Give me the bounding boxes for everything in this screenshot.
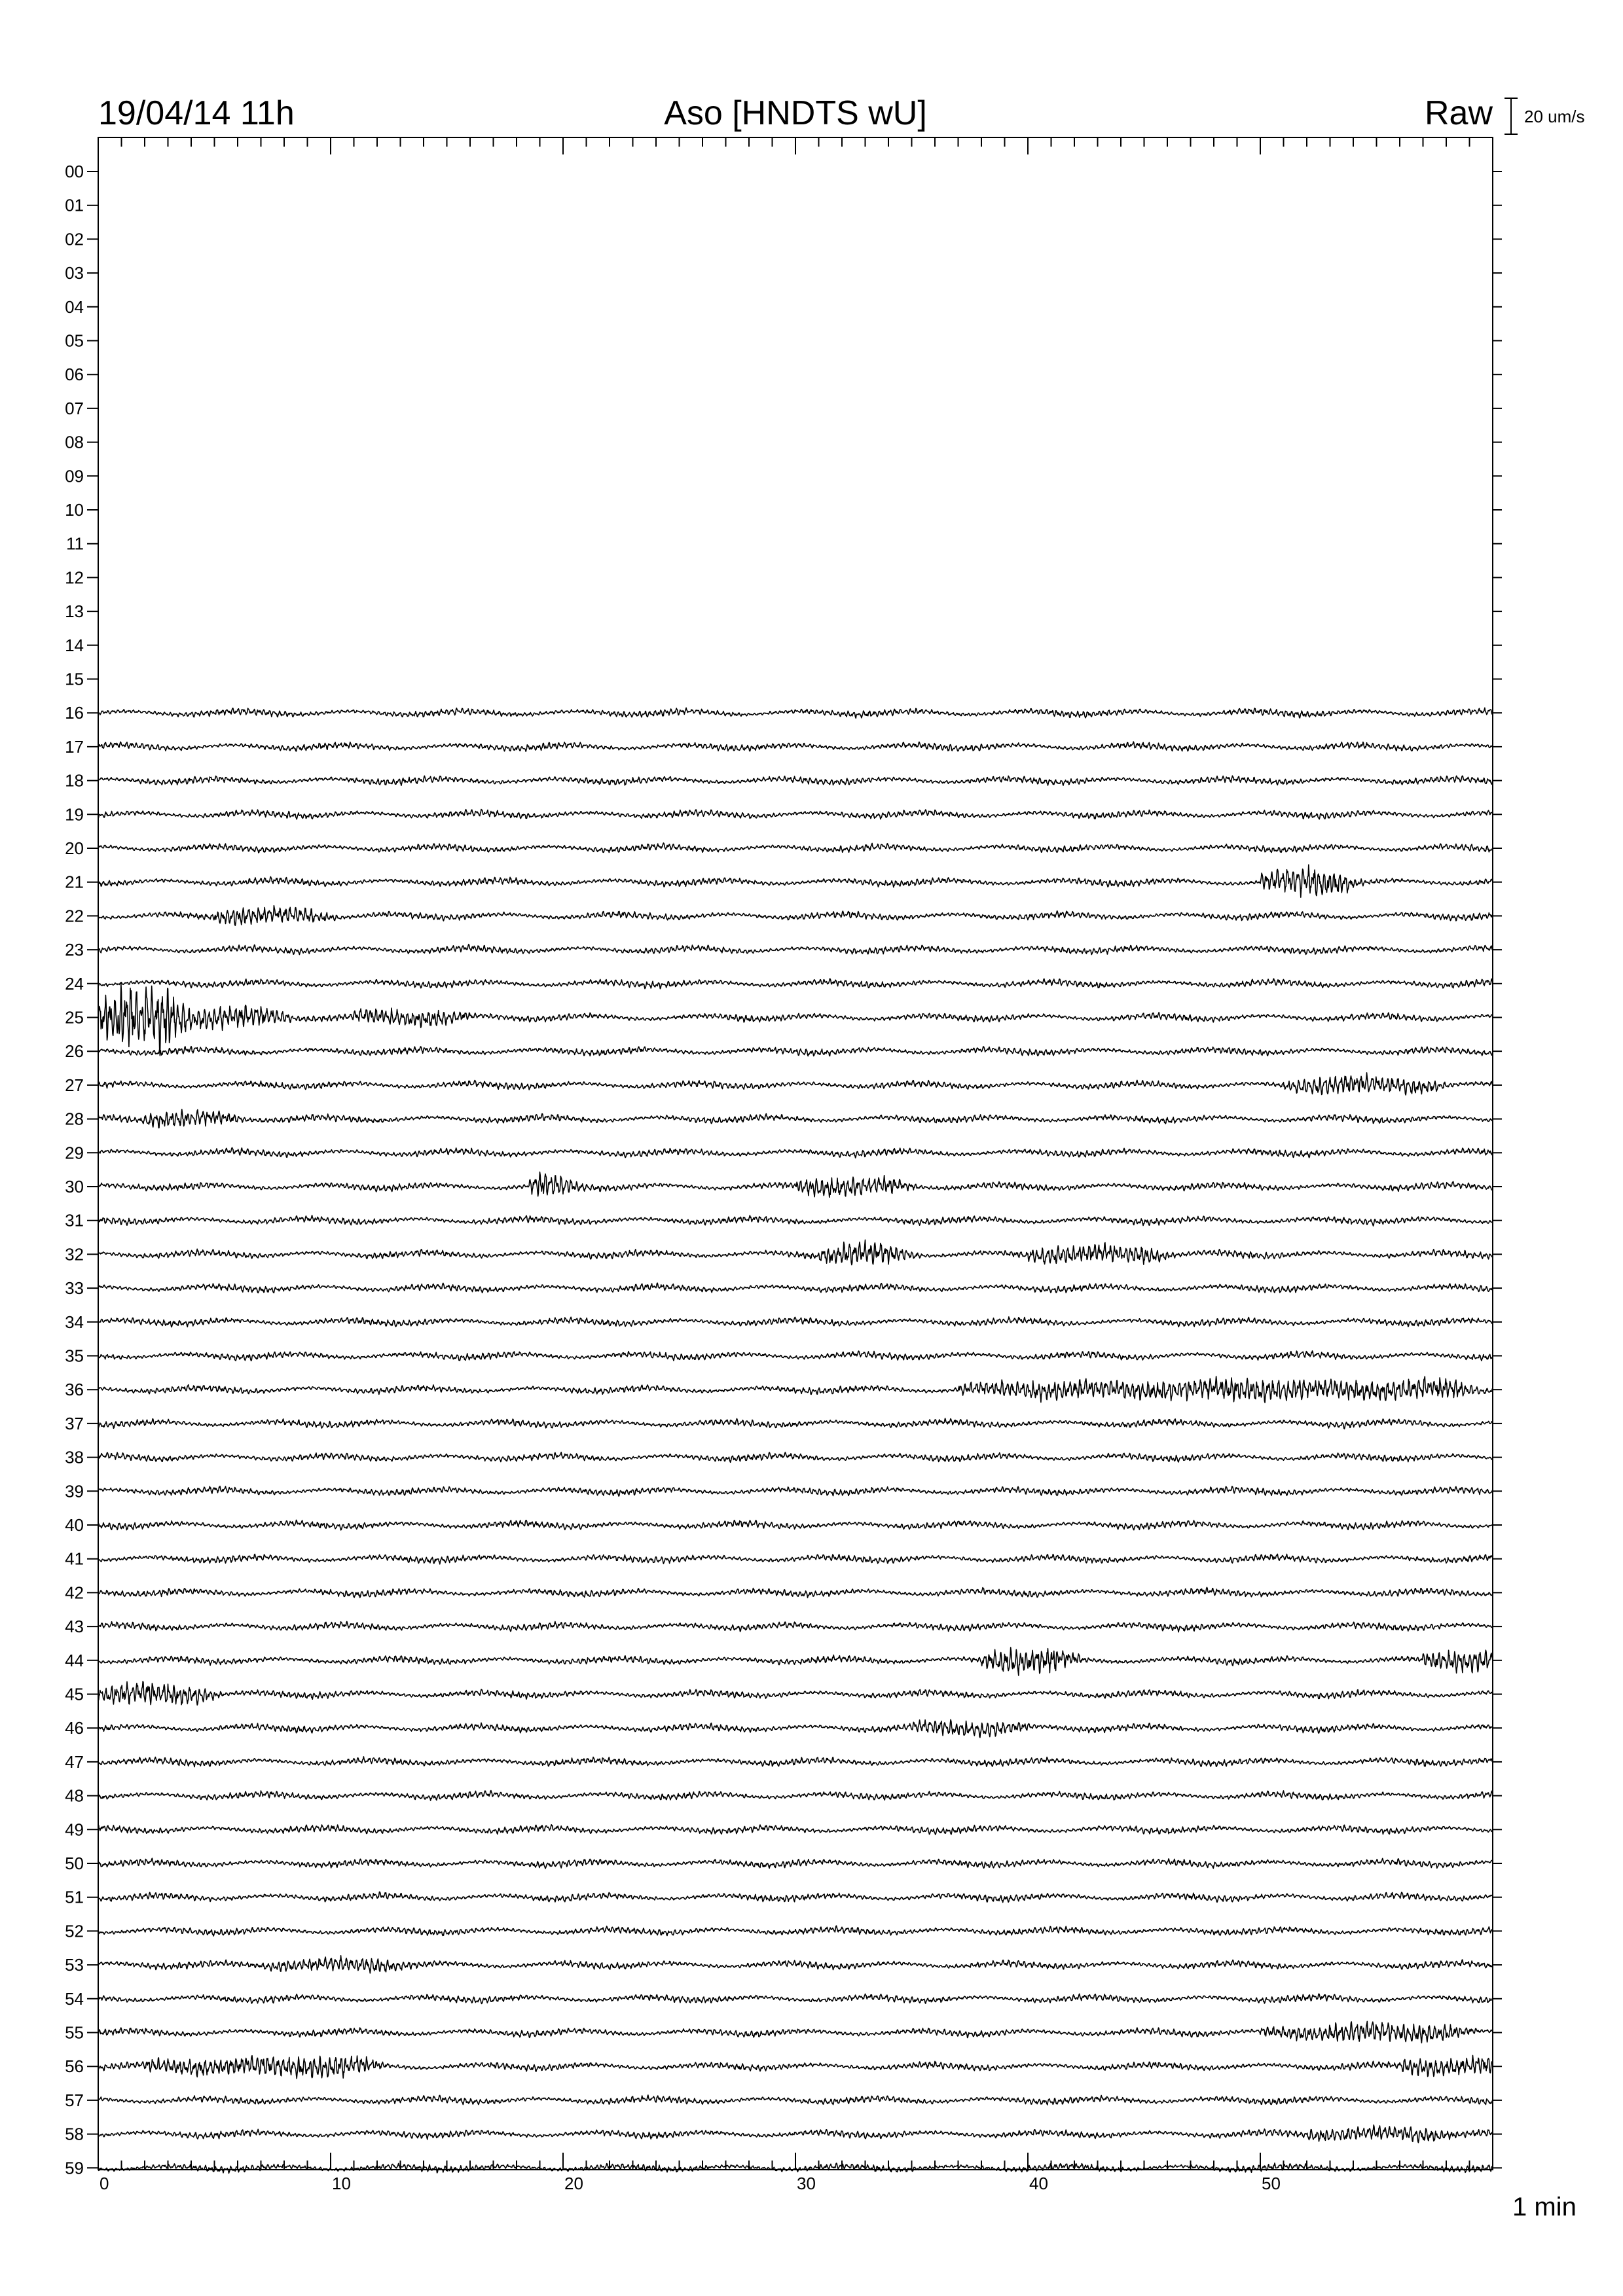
x-tick-label: 20 bbox=[564, 2174, 583, 2193]
trace-row-21 bbox=[98, 865, 1493, 897]
trace-row-25 bbox=[98, 983, 1493, 1056]
row-label: 38 bbox=[65, 1447, 84, 1467]
row-label: 01 bbox=[65, 195, 84, 215]
trace-row-28 bbox=[98, 1109, 1493, 1128]
trace-row-17 bbox=[98, 742, 1493, 751]
row-label: 42 bbox=[65, 1583, 84, 1603]
trace-row-19 bbox=[98, 810, 1493, 819]
trace-row-26 bbox=[98, 1047, 1493, 1056]
row-label: 11 bbox=[66, 533, 84, 554]
row-label: 53 bbox=[65, 1955, 84, 1975]
row-label: 58 bbox=[65, 2124, 84, 2144]
trace-row-58 bbox=[98, 2125, 1493, 2143]
row-label: 34 bbox=[65, 1312, 84, 1332]
mode-label: Raw bbox=[1424, 94, 1493, 132]
row-label: 40 bbox=[65, 1515, 84, 1535]
x-unit-label: 1 min bbox=[1512, 2193, 1577, 2221]
row-label: 13 bbox=[65, 601, 84, 622]
row-label: 22 bbox=[65, 906, 84, 926]
trace-row-40 bbox=[98, 1520, 1493, 1530]
row-label: 44 bbox=[65, 1650, 84, 1670]
amplitude-scale-label: 20 um/s bbox=[1524, 107, 1585, 126]
row-label: 43 bbox=[65, 1617, 84, 1637]
row-label: 20 bbox=[65, 838, 84, 858]
trace-row-49 bbox=[98, 1825, 1493, 1835]
trace-row-29 bbox=[98, 1147, 1493, 1158]
trace-row-31 bbox=[98, 1215, 1493, 1226]
row-label: 52 bbox=[65, 1921, 84, 1941]
row-label: 47 bbox=[65, 1751, 84, 1772]
trace-row-47 bbox=[98, 1757, 1493, 1767]
row-label: 15 bbox=[65, 669, 84, 689]
trace-row-55 bbox=[98, 2021, 1493, 2043]
trace-row-16 bbox=[98, 708, 1493, 719]
row-label: 59 bbox=[65, 2158, 84, 2178]
row-label: 28 bbox=[65, 1109, 84, 1129]
trace-row-33 bbox=[98, 1283, 1493, 1293]
row-label: 50 bbox=[65, 1854, 84, 1873]
trace-row-50 bbox=[98, 1858, 1493, 1869]
trace-row-41 bbox=[98, 1554, 1493, 1564]
row-label: 12 bbox=[65, 567, 84, 588]
row-label: 54 bbox=[65, 1988, 84, 2009]
row-label: 51 bbox=[65, 1887, 84, 1907]
row-label: 17 bbox=[65, 736, 84, 757]
trace-row-30 bbox=[98, 1172, 1493, 1198]
date-hour-title: 19/04/14 11h bbox=[98, 94, 295, 132]
trace-row-53 bbox=[98, 1956, 1493, 1973]
trace-row-18 bbox=[98, 776, 1493, 785]
row-label: 16 bbox=[65, 703, 84, 723]
row-label: 46 bbox=[65, 1718, 84, 1738]
row-label: 33 bbox=[65, 1278, 84, 1299]
row-label: 09 bbox=[65, 466, 84, 486]
trace-row-48 bbox=[98, 1791, 1493, 1801]
row-label: 39 bbox=[65, 1481, 84, 1501]
row-label: 25 bbox=[65, 1007, 84, 1028]
trace-row-35 bbox=[98, 1351, 1493, 1361]
x-tick-labels bbox=[100, 2174, 1281, 2193]
row-label: 35 bbox=[65, 1346, 84, 1366]
row-labels bbox=[65, 162, 1502, 2178]
row-label: 57 bbox=[65, 2090, 84, 2110]
trace-row-39 bbox=[98, 1486, 1493, 1496]
row-label: 49 bbox=[65, 1820, 84, 1840]
row-label: 55 bbox=[65, 2022, 84, 2043]
trace-row-20 bbox=[98, 843, 1493, 853]
row-label: 07 bbox=[65, 398, 84, 418]
x-tick-label: 40 bbox=[1029, 2174, 1048, 2193]
traces bbox=[98, 708, 1493, 2174]
row-label: 48 bbox=[65, 1785, 84, 1806]
row-label: 08 bbox=[65, 432, 84, 452]
row-label: 31 bbox=[65, 1210, 84, 1230]
trace-row-51 bbox=[98, 1892, 1493, 1903]
trace-row-44 bbox=[98, 1647, 1493, 1676]
row-label: 36 bbox=[65, 1380, 84, 1400]
row-label: 45 bbox=[65, 1684, 84, 1704]
trace-row-27 bbox=[98, 1073, 1493, 1095]
row-label: 06 bbox=[65, 365, 84, 385]
trace-row-36 bbox=[98, 1376, 1493, 1403]
row-label: 10 bbox=[65, 500, 84, 520]
trace-row-38 bbox=[98, 1452, 1493, 1463]
row-label: 26 bbox=[65, 1041, 84, 1062]
trace-row-57 bbox=[98, 2095, 1493, 2105]
trace-row-37 bbox=[98, 1418, 1493, 1429]
amplitude-scale-bar bbox=[1504, 98, 1585, 134]
trace-row-46 bbox=[98, 1719, 1493, 1737]
row-label: 02 bbox=[65, 229, 84, 249]
row-label: 41 bbox=[65, 1549, 84, 1569]
row-label: 21 bbox=[65, 872, 84, 892]
row-label: 00 bbox=[65, 162, 84, 181]
row-label: 24 bbox=[65, 973, 84, 994]
row-label: 29 bbox=[65, 1143, 84, 1163]
trace-row-22 bbox=[98, 906, 1493, 925]
trace-row-32 bbox=[98, 1240, 1493, 1265]
row-label: 18 bbox=[65, 770, 84, 791]
x-tick-label: 0 bbox=[100, 2174, 109, 2193]
row-label: 03 bbox=[65, 263, 84, 283]
station-title: Aso [HNDTS wU] bbox=[664, 94, 927, 132]
row-label: 32 bbox=[65, 1244, 84, 1265]
row-label: 37 bbox=[65, 1413, 84, 1433]
x-tick-label: 30 bbox=[797, 2174, 816, 2193]
trace-row-43 bbox=[98, 1621, 1493, 1632]
x-tick-label: 50 bbox=[1262, 2174, 1281, 2193]
row-label: 30 bbox=[65, 1177, 84, 1196]
row-label: 23 bbox=[65, 940, 84, 960]
trace-row-52 bbox=[98, 1926, 1493, 1936]
trace-row-23 bbox=[98, 944, 1493, 955]
x-tick-label: 10 bbox=[332, 2174, 351, 2193]
trace-row-24 bbox=[98, 978, 1493, 988]
trace-row-34 bbox=[98, 1317, 1493, 1327]
trace-row-42 bbox=[98, 1587, 1493, 1598]
row-label: 56 bbox=[65, 2056, 84, 2077]
row-label: 05 bbox=[65, 331, 84, 351]
row-label: 14 bbox=[65, 635, 84, 655]
trace-row-54 bbox=[98, 1994, 1493, 2003]
row-label: 27 bbox=[65, 1075, 84, 1095]
trace-row-56 bbox=[98, 2055, 1493, 2078]
row-label: 19 bbox=[65, 804, 84, 825]
trace-row-45 bbox=[98, 1681, 1493, 1705]
row-label: 04 bbox=[65, 296, 84, 317]
